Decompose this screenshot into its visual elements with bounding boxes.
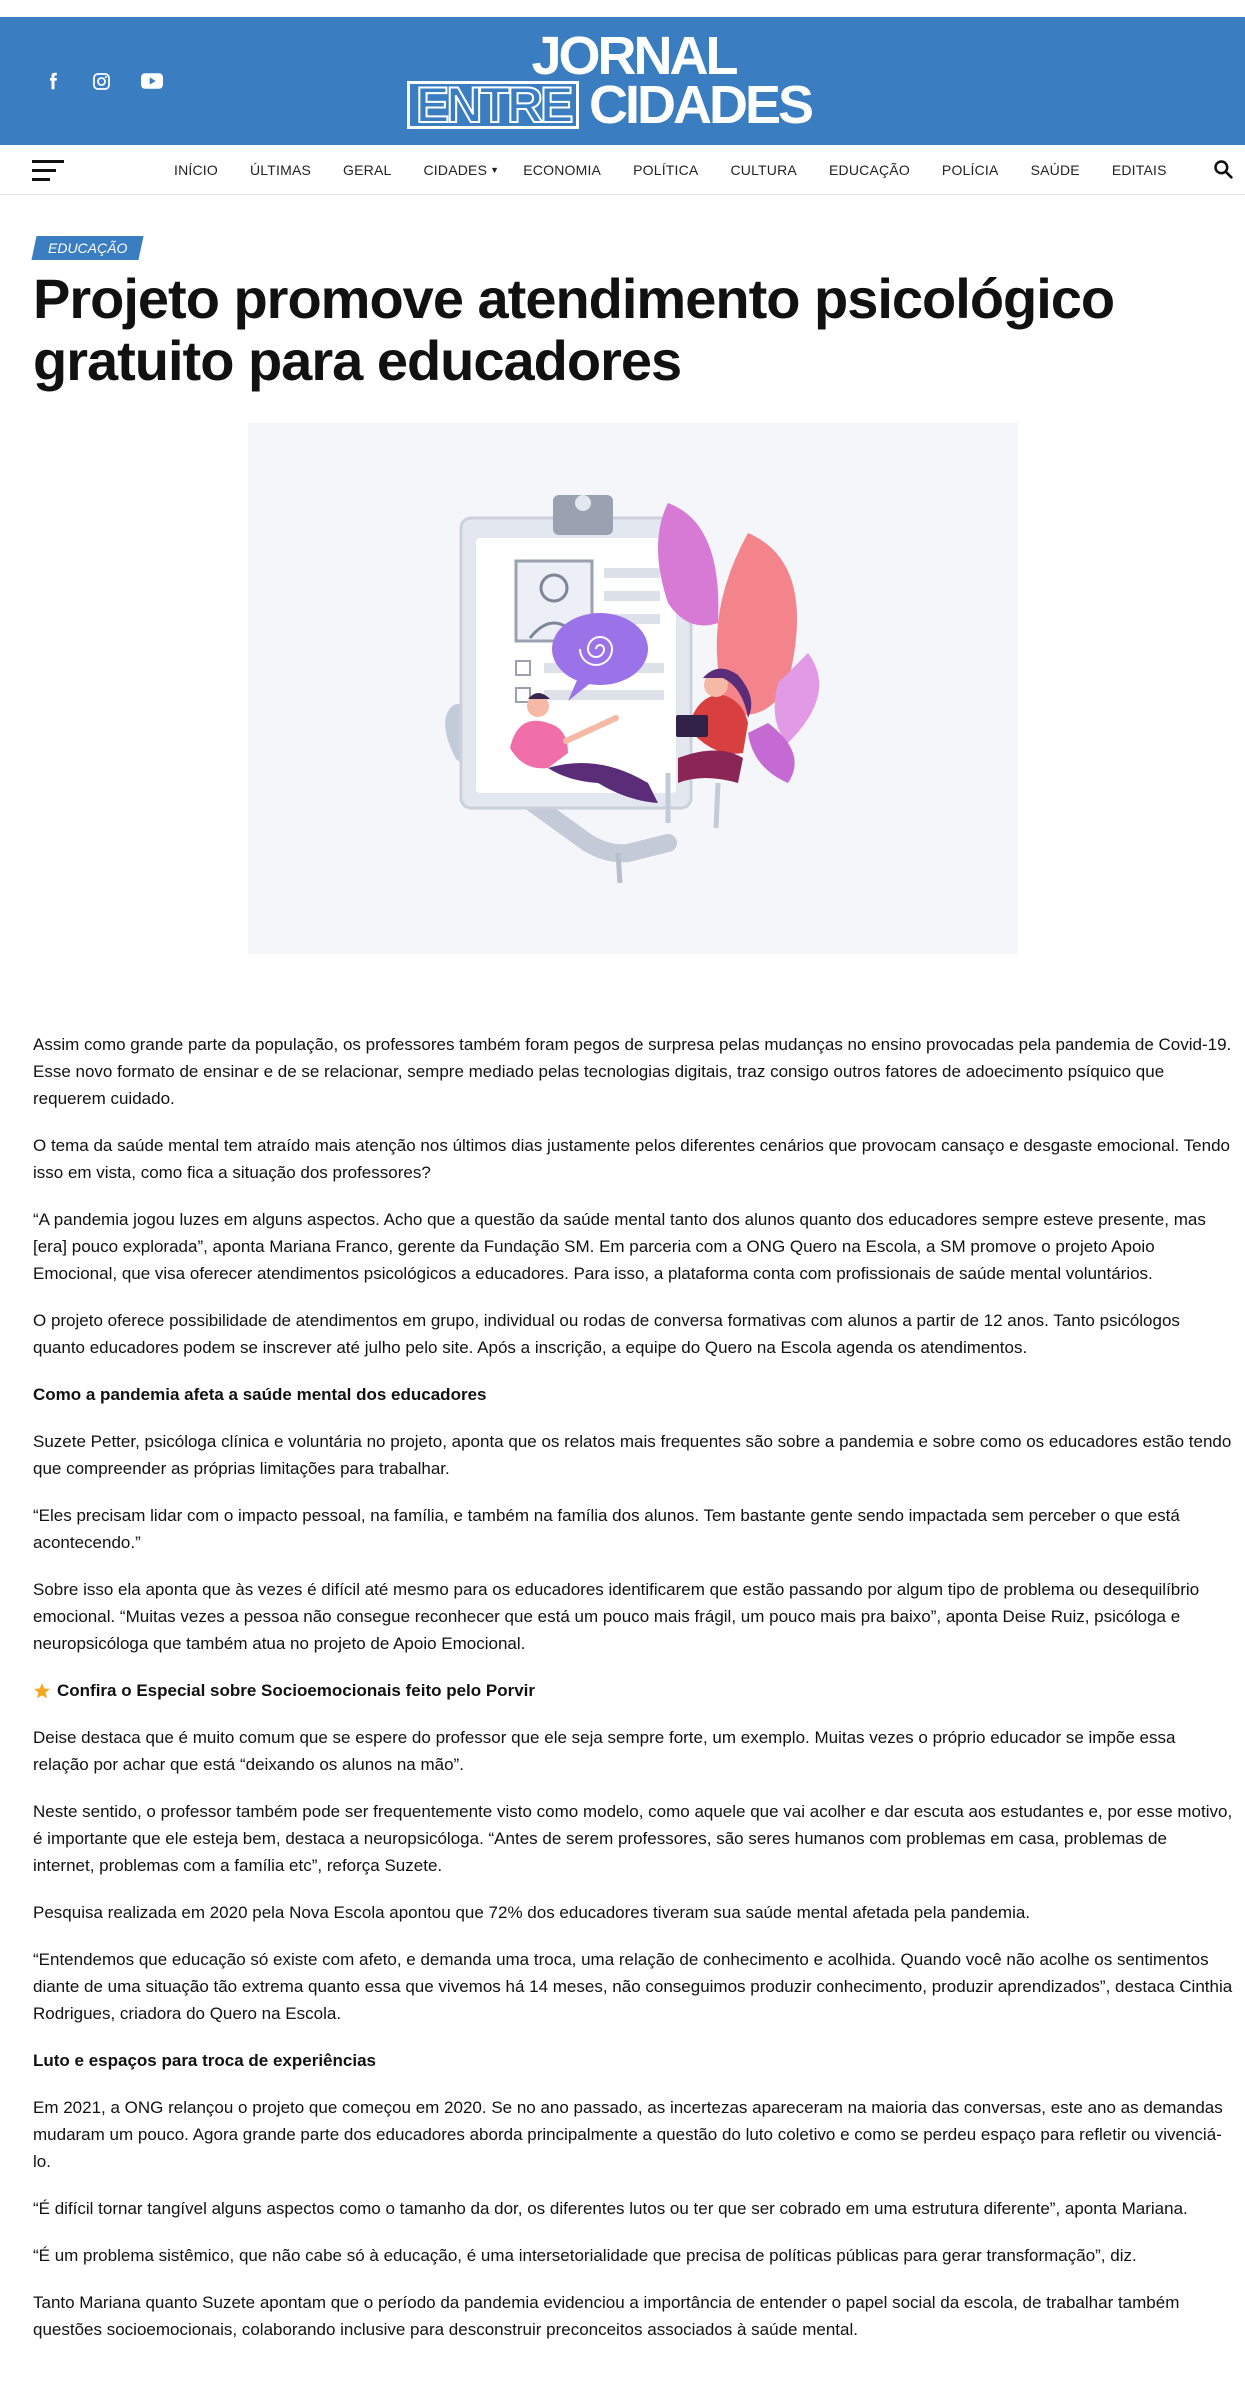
- logo-entre: ENTRE: [407, 81, 579, 129]
- nav-item-ultimas[interactable]: ÚLTIMAS: [249, 162, 312, 178]
- nav-item-policia[interactable]: POLÍCIA: [941, 162, 999, 178]
- hamburger-menu-icon[interactable]: [32, 160, 64, 182]
- article-paragraph: Assim como grande parte da população, os professores também foram pegos de surpresa pelas mudanças no ensino provocadas pela pandemia de Covid-19. Esse novo formato de ensinar e de se relacionar, sempre mediado pelas tecnologias digitais, traz consigo outros fatores de adoecimento psíquico que requerem cuidado.: [33, 1035, 1232, 1108]
- article-paragraph: Neste sentido, o professor também pode ser frequentemente visto como modelo, como aquele que vai acolher e dar escuta aos estudantes e, por esse motivo, é importante que ele esteja bem, destaca a neuropsicóloga. “Antes de serem professores, são seres humanos com problemas em casa, problemas de internet, problemas com a família etc”, reforça Suzete.: [33, 1802, 1233, 1875]
- article-paragraph: O tema da saúde mental tem atraído mais atenção nos últimos dias justamente pelos diferentes cenários que provocam cansaço e desgaste emocional. Tendo isso em vista, como fica a situação dos professores?: [33, 1136, 1230, 1182]
- search-icon: [1213, 159, 1233, 179]
- youtube-icon: [141, 73, 163, 89]
- article-paragraph: “Entendemos que educação só existe com afeto, e demanda uma troca, uma relação de conhecimento e acolhida. Quando você não acolhe os sentimentos diante de uma situação tão extrema quanto essa que vivemos há 14 meses, não conseguimos produzir conhecimento, produzir aprendizados”, destaca Cinthia Rodrigues, criadora do Quero na Escola.: [33, 1950, 1233, 2023]
- article-paragraph: Pesquisa realizada em 2020 pela Nova Escola apontou que 72% dos educadores tiveram sua saúde mental afetada pela pandemia.: [33, 1903, 1031, 1922]
- instagram-icon: [92, 72, 111, 91]
- nav-item-politica[interactable]: POLÍTICA: [633, 162, 699, 178]
- hero-illustration: [248, 423, 1018, 954]
- youtube-link[interactable]: [141, 17, 163, 145]
- article-paragraph: “A pandemia jogou luzes em alguns aspectos. Acho que a questão da saúde mental tanto dos alunos quanto dos educadores sempre esteve presente, mas [era] pouco explorada”, aponta Mariana Franco, gerente da Fundação SM. Em parceria com a ONG Quero na Escola, a SM promove o projeto Apoio Emocional, que visa oferecer atendimentos psicológicos a educadores. Para isso, a plataforma conta com profissionais de saúde mental voluntários.: [33, 1210, 1206, 1283]
- category-label: EDUCAÇÃO: [48, 240, 128, 256]
- nav-item-saude[interactable]: SAÚDE: [1030, 162, 1080, 178]
- instagram-link[interactable]: [92, 17, 111, 145]
- nav-item-editais[interactable]: EDITAIS: [1111, 162, 1167, 178]
- related-link-heading[interactable]: [33, 1677, 1233, 1704]
- article-body: [33, 1031, 1233, 2363]
- search-button[interactable]: [1213, 159, 1235, 181]
- caret-down-icon: ▼: [490, 165, 500, 175]
- star-icon: [33, 1682, 51, 1700]
- article-title: Projeto promove atendimento psicológico gratuito para educadores: [33, 267, 1115, 392]
- site-header: [0, 17, 1245, 145]
- article-paragraph: O projeto oferece possibilidade de atendimentos em grupo, individual ou rodas de conversa formativas com alunos a partir de 12 anos. Tanto psicólogos quanto educadores podem se inscrever até julho pelo site. Após a inscrição, a equipe do Quero na Escola agenda os atendimentos.: [33, 1311, 1180, 1357]
- article-paragraph: Suzete Petter, psicóloga clínica e voluntária no projeto, aponta que os relatos mais frequentes são sobre a pandemia e sobre como os educadores estão tendo que compreender as próprias limitações para trabalhar.: [33, 1432, 1232, 1478]
- facebook-icon: [44, 72, 62, 90]
- site-logo[interactable]: [407, 26, 860, 135]
- article-paragraph: Em 2021, a ONG relançou o projeto que começou em 2020. Se no ano passado, as incertezas apareceram na maioria das conversas, este ano as demandas mudaram um pouco. Agora grande parte dos educadores aborda principalmente a questão do luto coletivo e como se perdeu espaço para refletir ou vivenciá-lo.: [33, 2098, 1223, 2171]
- therapy-illustration: [248, 423, 1018, 954]
- article-paragraph: “É um problema sistêmico, que não cabe só à educação, é uma intersetorialidade que precisa de políticas públicas para gerar transformação”, diz.: [33, 2246, 1137, 2265]
- nav-item-cidades-label: CIDADES: [423, 162, 488, 178]
- section-heading: Luto e espaços para troca de experiências: [33, 2051, 376, 2070]
- related-link-text: Confira o Especial sobre Socioemocionais feito pelo Porvir: [57, 1681, 536, 1700]
- nav-item-educacao[interactable]: EDUCAÇÃO: [828, 162, 910, 178]
- article-paragraph: Sobre isso ela aponta que às vezes é difícil até mesmo para os educadores identificarem que estão passando por algum tipo de problema ou desequilíbrio emocional. “Muitas vezes a pessoa não consegue reconhecer que está um pouco mais frágil, um pouco mais pra baixo”, aponta Deise Ruiz, psicóloga e neuropsicóloga que também atua no projeto de Apoio Emocional.: [33, 1580, 1200, 1653]
- nav-item-economia[interactable]: ECONOMIA: [523, 162, 602, 178]
- main-nav: [0, 145, 1245, 195]
- article-paragraph: “É difícil tornar tangível alguns aspectos como o tamanho da dor, os diferentes lutos ou ter que ser cobrado em uma estrutura diferente”, aponta Mariana.: [33, 2199, 1188, 2218]
- top-strip: [0, 0, 1245, 17]
- logo-jornal: JORNAL: [531, 26, 736, 86]
- article-paragraph: “Eles precisam lidar com o impacto pessoal, na família, e também na família dos alunos. Tem bastante gente sendo impactada sem perceber o que está acontecendo.”: [33, 1506, 1180, 1552]
- section-heading: Como a pandemia afeta a saúde mental dos educadores: [33, 1385, 487, 1404]
- nav-item-geral[interactable]: GERAL: [343, 162, 392, 178]
- facebook-link[interactable]: [44, 17, 62, 145]
- article-paragraph: Tanto Mariana quanto Suzete apontam que o período da pandemia evidenciou a importância de entender o papel social da escola, de trabalhar também questões socioemocionais, colaborando inclusive para desconstruir preconceitos associados à saúde mental.: [33, 2293, 1180, 2339]
- article-paragraph: Deise destaca que é muito comum que se espere do professor que ele seja sempre forte, um exemplo. Muitas vezes o próprio educador se impõe essa relação por achar que está “deixando os alunos na mão”.: [33, 1728, 1176, 1774]
- nav-item-inicio[interactable]: INÍCIO: [174, 162, 218, 178]
- logo-bottom-row: [407, 75, 860, 135]
- nav-links: [174, 145, 1199, 195]
- logo-cidades: CIDADES: [589, 75, 812, 135]
- nav-item-cultura[interactable]: CULTURA: [730, 162, 797, 178]
- nav-item-cidades[interactable]: [424, 162, 500, 178]
- category-badge[interactable]: [31, 236, 143, 260]
